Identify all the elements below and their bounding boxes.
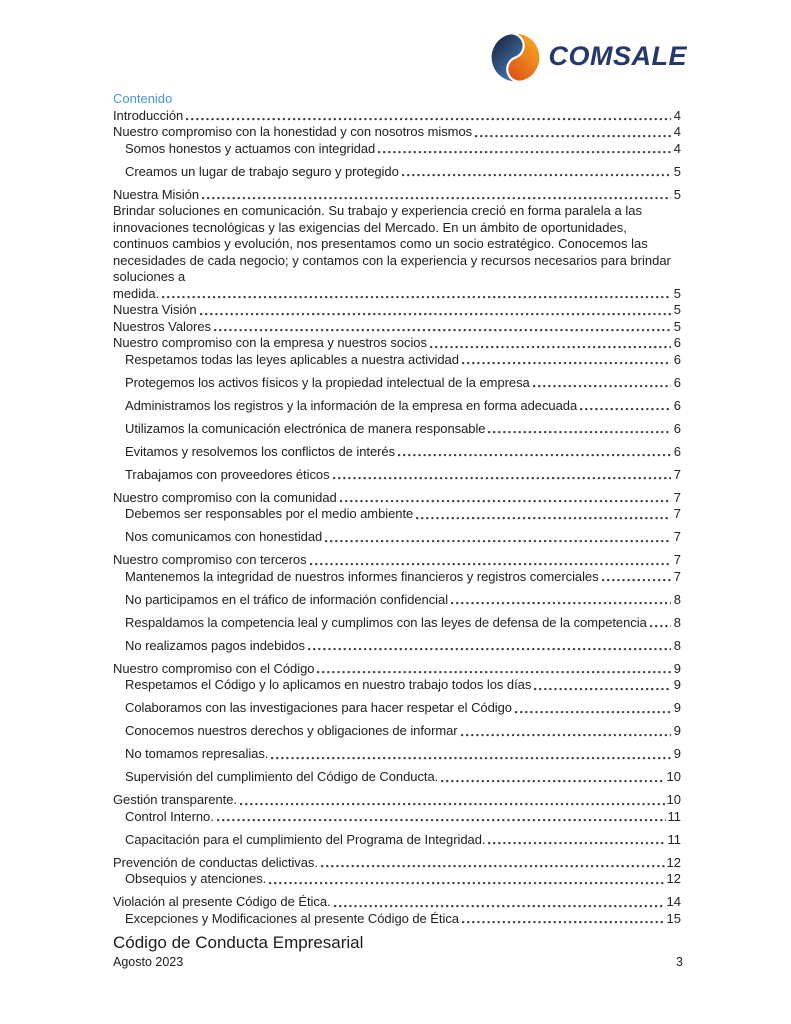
dot-leader xyxy=(308,647,671,651)
toc-entry-label: Administramos los registros y la información de la empresa en forma adecuada xyxy=(125,397,578,413)
toc-entry[interactable] xyxy=(113,141,681,158)
toc-page-number: 4 xyxy=(673,124,681,139)
toc-entry-label: No participamos en el tráfico de información confidencial xyxy=(125,591,449,607)
toc-entry[interactable] xyxy=(113,911,681,928)
footer-page-number: 3 xyxy=(676,955,683,969)
dot-leader xyxy=(214,328,671,332)
toc-entry[interactable] xyxy=(113,746,681,763)
toc-entry-label: Supervisión del cumplimiento del Código de Conducta. xyxy=(125,769,439,784)
toc-entry-label: Creamos un lugar de trabajo seguro y protegido xyxy=(125,163,399,179)
toc-entry-label: Nuestro compromiso con terceros xyxy=(113,552,307,567)
toc-entry[interactable] xyxy=(113,700,681,717)
toc-entry[interactable] xyxy=(113,809,681,826)
dot-leader xyxy=(462,920,665,924)
dot-leader xyxy=(602,578,671,582)
dot-leader xyxy=(488,841,665,845)
toc-page-number: 7 xyxy=(673,529,681,544)
toc-entry[interactable] xyxy=(113,615,681,632)
toc-entry[interactable] xyxy=(113,444,681,461)
dot-leader xyxy=(475,134,671,138)
toc-entry[interactable] xyxy=(113,569,681,586)
footer-meta-row xyxy=(113,955,683,969)
toc-entry[interactable] xyxy=(113,677,681,694)
toc-entry-label: Debemos ser responsables por el medio ambiente xyxy=(125,506,414,521)
toc-page-number: 7 xyxy=(673,466,681,482)
toc-entry[interactable] xyxy=(113,319,681,336)
toc-entry[interactable] xyxy=(113,592,681,609)
dot-leader xyxy=(325,539,671,543)
toc-entry-label: Nuestra Misión xyxy=(113,186,199,202)
toc-entry-label: Nuestro compromiso con la honestidad y con nosotros mismos xyxy=(113,124,473,139)
toc-page-number: 9 xyxy=(673,746,681,761)
dot-leader xyxy=(186,117,671,121)
toc-page-number: 5 xyxy=(673,318,681,334)
dot-leader xyxy=(488,430,671,434)
toc-page-number: 6 xyxy=(673,443,681,459)
toc-page-number: 11 xyxy=(667,831,681,847)
dot-leader xyxy=(462,361,671,365)
toc-entry-label: Gestión transparente. xyxy=(113,792,237,807)
toc-entry[interactable] xyxy=(113,352,681,369)
toc-page-number: 9 xyxy=(673,660,681,676)
toc-entry-label: Nuestra Visión xyxy=(113,302,197,317)
toc-entry-label: Control Interno. xyxy=(125,808,214,824)
toc-page-number: 8 xyxy=(673,637,681,653)
toc-entry[interactable] xyxy=(113,552,681,569)
toc-entry-label: Introducción xyxy=(113,107,184,123)
comsale-swirl-icon xyxy=(489,31,542,84)
toc-entry-label: Evitamos y resolvemos los conflictos de interés xyxy=(125,443,396,459)
toc-entry[interactable] xyxy=(113,467,681,484)
toc-entry[interactable] xyxy=(113,855,681,872)
toc-page-number: 4 xyxy=(673,107,681,123)
dot-leader xyxy=(580,407,671,411)
dot-leader xyxy=(515,710,671,714)
toc-page-number: 9 xyxy=(673,677,681,692)
toc-page-number: 6 xyxy=(673,420,681,436)
toc-page-number: 14 xyxy=(666,894,681,909)
toc-entry[interactable] xyxy=(113,723,681,740)
dot-leader xyxy=(340,499,671,503)
toc-entry-text: Brindar soluciones en comunicación. Su trabajo y experiencia creció en forma paralela a las innovaciones tecnológicas y las exigencias del Mercado. En un ámbito de oportunidades, continuos cambios y evolución, nos presentamos como un socio estratégico. Conocemos las necesidades de cada negocio; y contamos con la experiencia y recursos necesarios para brindar soluciones a xyxy=(113,203,671,284)
toc-entry-label: Prevención de conductas delictivas. xyxy=(113,854,318,870)
toc-page-number: 6 xyxy=(673,397,681,413)
toc-entry-label: Respaldamos la competencia leal y cumplimos con las leyes de defensa de la competencia xyxy=(125,614,647,630)
footer-document-title: Código de Conducta Empresarial xyxy=(113,933,364,952)
toc-entry-label: Trabajamos con proveedores éticos xyxy=(125,466,330,482)
toc-entry[interactable] xyxy=(113,124,681,141)
dot-leader xyxy=(416,516,671,520)
dot-leader xyxy=(217,818,666,822)
toc-entry-label: Respetamos todas las leyes aplicables a nuestra actividad xyxy=(125,351,459,367)
toc-page-number: 9 xyxy=(673,700,681,715)
toc-entry[interactable] xyxy=(113,187,681,204)
toc-page-number: 5 xyxy=(673,285,681,301)
toc-entry[interactable] xyxy=(113,203,681,302)
toc-entry-label: medida. xyxy=(113,285,160,301)
toc-entry-label: Utilizamos la comunicación electrónica de manera responsable xyxy=(125,420,486,436)
toc-entry[interactable] xyxy=(113,335,681,352)
toc-entry-label: Mantenemos la integridad de nuestros informes financieros y registros comerciales xyxy=(125,568,599,584)
toc-entry[interactable] xyxy=(113,638,681,655)
toc-page-number: 7 xyxy=(673,568,681,584)
toc-page-number: 15 xyxy=(666,910,681,926)
dot-leader xyxy=(310,562,671,566)
toc-entry-label: Respetamos el Código y lo aplicamos en nuestro trabajo todos los días xyxy=(125,677,532,692)
toc-page-number: 8 xyxy=(673,614,681,630)
page-footer xyxy=(113,933,683,969)
toc-list xyxy=(113,108,681,928)
toc-page-number: 4 xyxy=(673,140,681,156)
toc-entry-label: Protegemos los activos físicos y la propiedad intelectual de la empresa xyxy=(125,374,530,390)
toc-page-number: 10 xyxy=(666,792,681,807)
toc-entry-label: Obsequios y atenciones. xyxy=(125,871,267,886)
dot-leader xyxy=(402,173,671,177)
toc-entry[interactable] xyxy=(113,506,681,523)
toc-entry[interactable] xyxy=(113,832,681,849)
dot-leader xyxy=(334,904,665,908)
toc-entry[interactable] xyxy=(113,375,681,392)
dot-leader xyxy=(271,756,671,760)
toc-entry[interactable] xyxy=(113,302,681,319)
toc-entry-label: Nuestros Valores xyxy=(113,318,211,334)
dot-leader xyxy=(162,295,671,299)
dot-leader xyxy=(317,670,671,674)
toc-entry-label: Violación al presente Código de Ética. xyxy=(113,894,331,909)
dot-leader xyxy=(200,312,671,316)
toc-page-number: 6 xyxy=(673,374,681,390)
toc-entry-label: No tomamos represalias. xyxy=(125,746,269,761)
toc-page-number: 6 xyxy=(673,335,681,350)
dot-leader xyxy=(461,733,671,737)
dot-leader xyxy=(398,453,671,457)
toc-entry-label: Nuestro compromiso con el Código xyxy=(113,660,315,676)
toc-entry[interactable] xyxy=(113,661,681,678)
dot-leader xyxy=(240,802,665,806)
table-of-contents xyxy=(113,91,681,934)
toc-entry[interactable] xyxy=(113,871,681,888)
toc-entry[interactable] xyxy=(113,529,681,546)
dot-leader xyxy=(451,601,671,605)
toc-page-number: 7 xyxy=(673,506,681,521)
toc-page-number: 10 xyxy=(666,769,681,784)
toc-entry-label: Capacitación para el cumplimiento del Programa de Integridad. xyxy=(125,831,486,847)
dot-leader xyxy=(534,687,671,691)
toc-entry[interactable] xyxy=(113,894,681,911)
toc-entry[interactable] xyxy=(113,792,681,809)
dot-leader xyxy=(202,196,671,200)
toc-page-number: 11 xyxy=(667,808,681,824)
toc-page-number: 5 xyxy=(673,302,681,317)
toc-entry-label: Nuestro compromiso con la empresa y nuestros socios xyxy=(113,335,427,350)
toc-entry-label: Somos honestos y actuamos con integridad xyxy=(125,140,376,156)
dot-leader xyxy=(378,150,671,154)
toc-entry[interactable] xyxy=(113,421,681,438)
toc-page-number: 6 xyxy=(673,351,681,367)
toc-entry-tail-row xyxy=(113,286,681,303)
dot-leader xyxy=(533,384,671,388)
toc-entry-label: Conocemos nuestros derechos y obligaciones de informar xyxy=(125,723,458,738)
toc-page-number: 12 xyxy=(666,854,681,870)
toc-entry-label: Colaboramos con las investigaciones para hacer respetar el Código xyxy=(125,700,512,715)
toc-heading: Contenido xyxy=(113,91,173,106)
toc-page-number: 5 xyxy=(673,186,681,202)
footer-date: Agosto 2023 xyxy=(113,955,184,969)
toc-page-number: 12 xyxy=(666,871,681,886)
toc-entry-label: Excepciones y Modificaciones al presente Código de Ética xyxy=(125,910,459,926)
toc-page-number: 5 xyxy=(673,163,681,179)
dot-leader xyxy=(430,345,671,349)
toc-page-number: 7 xyxy=(673,552,681,567)
dot-leader xyxy=(650,624,671,628)
toc-entry-label: Nuestro compromiso con la comunidad xyxy=(113,489,337,505)
dot-leader xyxy=(321,864,665,868)
toc-entry[interactable] xyxy=(113,769,681,786)
comsale-wordmark: COMSALE xyxy=(548,41,687,71)
dot-leader xyxy=(269,881,664,885)
toc-entry[interactable] xyxy=(113,398,681,415)
toc-entry-label: Nos comunicamos con honestidad xyxy=(125,529,323,544)
toc-page-number: 7 xyxy=(673,489,681,505)
dot-leader xyxy=(333,476,671,480)
dot-leader xyxy=(441,779,664,783)
toc-page-number: 8 xyxy=(673,591,681,607)
toc-entry[interactable] xyxy=(113,490,681,507)
toc-entry[interactable] xyxy=(113,108,681,125)
toc-entry[interactable] xyxy=(113,164,681,181)
toc-entry-label: No realizamos pagos indebidos xyxy=(125,637,305,653)
brand-logo xyxy=(489,31,688,84)
toc-page-number: 9 xyxy=(673,723,681,738)
